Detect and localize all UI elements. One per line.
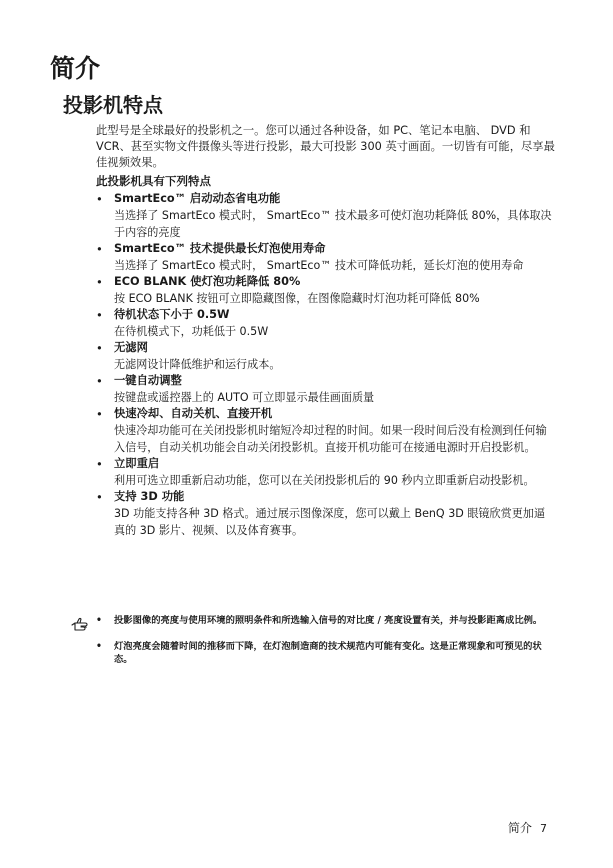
feature-item	[96, 489, 556, 539]
feature-title: 快速冷却、自动关机、直接开机	[114, 407, 273, 420]
bullet: •	[96, 242, 103, 256]
feature-description: 利用可选立即重新启动功能，您可以在关闭投影机后的 90 秒内立即重新启动投影机。	[114, 474, 535, 487]
bullet: •	[96, 275, 103, 289]
bullet: •	[96, 192, 103, 206]
page-heading: 简介	[50, 54, 101, 83]
feature-title: 支持 3D 功能	[114, 490, 185, 503]
note-text: 投影图像的亮度与使用环境的照明条件和所选输入信号的对比度 / 亮度设置有关，并与投影距离成比例。	[114, 615, 543, 626]
feature-description: 快速冷却功能可在关闭投影机时缩短冷却过程的时间。如果一段时间后没有检测到任何输入信号，自动关机功能会自动关闭投影机。直接开机功能可在接通电源时开启投影机。	[114, 424, 547, 454]
feature-title: SmartEco™ 启动动态省电功能	[114, 192, 281, 205]
feature-item	[96, 373, 556, 406]
feature-description: 无滤网设计降低维护和运行成本。	[114, 358, 281, 371]
feature-description: 当选择了 SmartEco 模式时， SmartEco™ 技术可降低功耗，延长灯泡的使用寿命	[114, 259, 524, 272]
feature-item	[96, 456, 556, 489]
page-number: 7	[540, 822, 547, 835]
bullet: •	[96, 341, 103, 355]
bullet: •	[96, 457, 103, 471]
feature-description: 3D 功能支持各种 3D 格式。通过展示图像深度，您可以戴上 BenQ 3D 眼镜欣赏更加逼真的 3D 影片、视频、以及体育赛事。	[114, 507, 545, 537]
bullet: •	[96, 374, 103, 388]
feature-title: 一键自动调整	[114, 374, 182, 387]
feature-item	[96, 191, 556, 241]
feature-list	[96, 191, 556, 539]
note-item	[96, 640, 556, 666]
page-footer	[508, 820, 547, 837]
bullet: •	[96, 615, 102, 626]
bullet: •	[96, 490, 103, 504]
features-heading: 此投影机具有下列特点	[96, 174, 211, 188]
feature-title: 待机状态下小于 0.5W	[114, 308, 230, 321]
feature-item	[96, 340, 556, 373]
note-list	[96, 614, 556, 679]
bullet: •	[96, 308, 103, 322]
bullet: •	[96, 407, 103, 421]
feature-description: 当选择了 SmartEco 模式时， SmartEco™ 技术最多可使灯泡功耗降低 80%，具体取决于内容的亮度	[114, 209, 552, 239]
bullet: •	[96, 641, 102, 652]
feature-item	[96, 241, 556, 274]
feature-description: 按 ECO BLANK 按钮可立即隐藏图像，在图像隐藏时灯泡功耗可降低 80%	[114, 292, 480, 305]
feature-title: ECO BLANK 使灯泡功耗降低 80%	[114, 275, 301, 288]
feature-item	[96, 274, 556, 307]
pointing-hand-icon	[70, 614, 96, 634]
section-title: 投影机特点	[63, 93, 163, 117]
feature-description: 按键盘或遥控器上的 AUTO 可立即显示最佳画面质量	[114, 391, 375, 404]
feature-item	[96, 406, 556, 456]
feature-title: 立即重启	[114, 457, 160, 470]
feature-item	[96, 307, 556, 340]
footer-section-label: 简介	[507, 821, 532, 835]
feature-title: 无滤网	[114, 341, 148, 354]
feature-description: 在待机模式下，功耗低于 0.5W	[114, 325, 269, 338]
note-item	[96, 614, 556, 627]
feature-title: SmartEco™ 技术提供最长灯泡使用寿命	[114, 242, 326, 255]
note-text: 灯泡亮度会随着时间的推移而下降，在灯泡制造商的技术规范内可能有变化。这是正常现象和可预见的状态。	[114, 641, 542, 665]
intro-paragraph: 此型号是全球最好的投影机之一。您可以通过各种设备，如 PC、笔记本电脑、 DVD 和 VCR、甚至实物文件摄像头等进行投影，最大可投影 300 英寸画面。一切皆有可能，尽享最佳视频效果。	[96, 124, 555, 169]
